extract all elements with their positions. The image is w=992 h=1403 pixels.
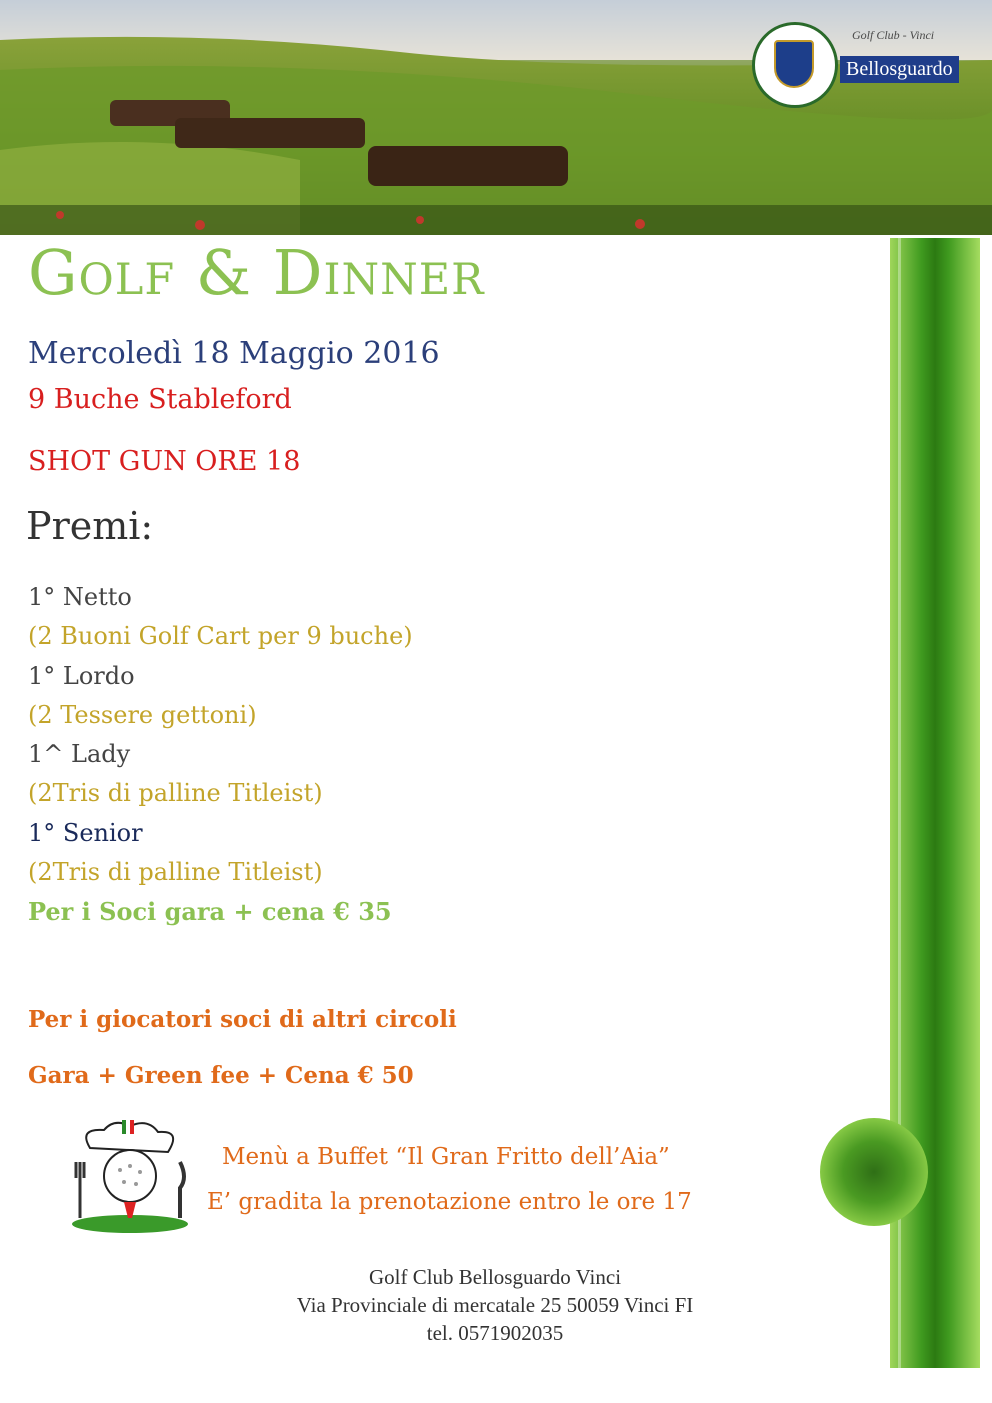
club-address: Via Provinciale di mercatale 25 50059 Vinci FI	[296, 1293, 694, 1317]
logo-name: Bellosguardo	[840, 56, 959, 83]
other-clubs-heading: Per i giocatori soci di altri circoli	[28, 1006, 457, 1033]
club-name: Golf Club Bellosguardo Vinci	[368, 1265, 622, 1289]
header-photo	[0, 0, 992, 235]
prize-title: 1^ Lady	[28, 740, 131, 769]
event-date: Mercoledì 18 Maggio 2016	[28, 336, 440, 371]
reservation-note: E’ gradita la prenotazione entro le ore 17	[207, 1189, 692, 1215]
prize-reward: (2Tris di palline Titleist)	[28, 858, 323, 887]
crest-icon	[774, 40, 814, 88]
prize-reward: (2Tris di palline Titleist)	[28, 779, 323, 808]
club-logo	[752, 22, 976, 110]
chef-golf-ball-icon	[68, 1118, 192, 1234]
event-shotgun-time: SHOT GUN ORE 18	[28, 446, 301, 477]
club-phone: tel. 0571902035	[426, 1321, 564, 1345]
other-clubs-price: Gara + Green fee + Cena € 50	[28, 1062, 414, 1089]
members-price: Per i Soci gara + cena € 35	[28, 897, 392, 927]
logo-tagline: Golf Club - Vinci	[852, 28, 935, 42]
prize-title: 1° Senior	[28, 818, 143, 847]
decorative-green-circle	[820, 1118, 928, 1226]
prize-reward: (2 Buoni Golf Cart per 9 buche)	[28, 622, 413, 651]
prize-list	[28, 578, 413, 932]
prize-title: 1° Lordo	[28, 661, 135, 690]
event-format: 9 Buche Stableford	[28, 384, 292, 415]
prizes-heading: Premi:	[26, 504, 154, 548]
page-title: Golf & Dinner	[28, 236, 485, 309]
prize-title: 1° Netto	[28, 583, 132, 611]
menu-description: Menù a Buffet “Il Gran Fritto dell’Aia”	[222, 1144, 670, 1170]
prize-reward: (2 Tessere gettoni)	[28, 700, 257, 729]
footer-contact	[230, 1263, 760, 1347]
